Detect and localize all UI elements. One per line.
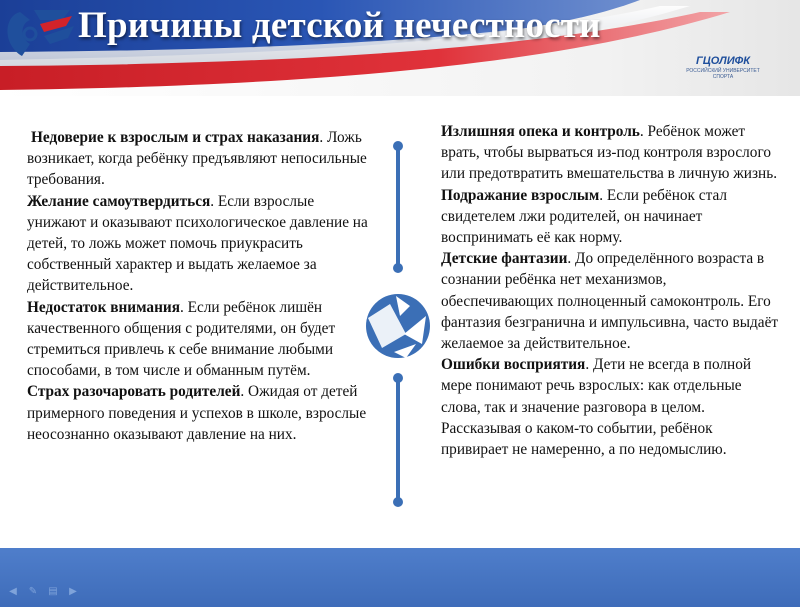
gcolifk-logo-icon <box>0 0 80 72</box>
reason-text: . Если ребёнок стал свидетелем лжи родителей, он начинает воспринимать её как норму. <box>441 186 728 247</box>
prev-arrow-icon[interactable]: ◀ <box>9 586 17 597</box>
reason-term: Ошибки восприятия <box>441 356 586 374</box>
slideshow-nav <box>6 586 80 602</box>
reason-term: Излишняя опека и контроль <box>441 123 640 140</box>
reason-text: . Ожидая от детей примерного поведения и успехов в школе, взрослые неосознанно оказывают давление на них. <box>27 383 367 443</box>
divider-dot <box>393 141 403 151</box>
reason-term: Детские фантазии <box>441 250 568 268</box>
center-divider <box>360 138 440 510</box>
divider-dot <box>393 373 403 383</box>
pen-icon[interactable]: ✎ <box>28 586 38 597</box>
right-column <box>441 121 781 460</box>
reason-item <box>27 381 375 445</box>
reason-term: Страх разочаровать родителей <box>27 383 241 401</box>
logo-name: ГЦОЛИФК <box>695 55 750 67</box>
page-title: Причины детской нечестности <box>78 5 601 46</box>
divider-dot <box>393 263 403 273</box>
reason-item <box>27 191 375 297</box>
reason-term: Недостаток внимания <box>27 298 180 316</box>
slide-header <box>0 0 800 96</box>
reason-item <box>441 121 781 185</box>
slides-icon[interactable]: ▤ <box>48 586 58 597</box>
divider-circle-icon <box>366 294 430 358</box>
reason-text: . Если ребёнок лишён качественного общения с родителями, он будет стремиться привлечь к себе внимание любыми способами, в том числе и обманным путём. <box>27 298 336 380</box>
reason-text: . Ребёнок может врать, чтобы вырваться из-под контроля взрослого или предотвратить вмешательства в личную жизнь. <box>441 123 778 183</box>
reason-text: . Если взрослые унижают и оказывают психологическое давление на детей, то ложь может помочь приукрасить собственный характер и выдать желаемое за действительное. <box>27 192 368 295</box>
reason-text: . Дети не всегда в полной мере понимают речь взрослых: как отдельные слова, так и значение разговора в целом. Рассказывая о каком-то событии, ребёнок привирает не намеренно, а по недомыслию. <box>441 356 752 459</box>
reason-item <box>441 354 781 460</box>
reason-item <box>441 248 781 354</box>
slide-footer <box>0 548 800 607</box>
reason-term: Желание самоутвердиться <box>27 192 211 210</box>
reason-item <box>27 297 375 382</box>
left-column <box>27 127 375 445</box>
reason-term: Подражание взрослым <box>441 186 600 204</box>
reason-item <box>441 185 781 249</box>
reason-text: . До определённого возраста в сознании ребёнка нет механизмов, обеспечивающих полноценный самоконтроль. Его фантазия безгранична и импульсивна, часто выдаёт желаемое за действительное. <box>441 250 779 353</box>
reason-term: Недоверие к взрослым и страх наказания <box>31 129 320 146</box>
next-arrow-icon[interactable]: ▶ <box>69 586 77 597</box>
reason-item <box>27 127 375 191</box>
reason-text: . Ложь возникает, когда ребёнку предъявляют непосильные требования. <box>27 129 367 189</box>
divider-dot <box>393 497 403 507</box>
logo-subtitle: РОССИЙСКИЙ УНИВЕРСИТЕТ СПОРТА <box>686 68 760 80</box>
